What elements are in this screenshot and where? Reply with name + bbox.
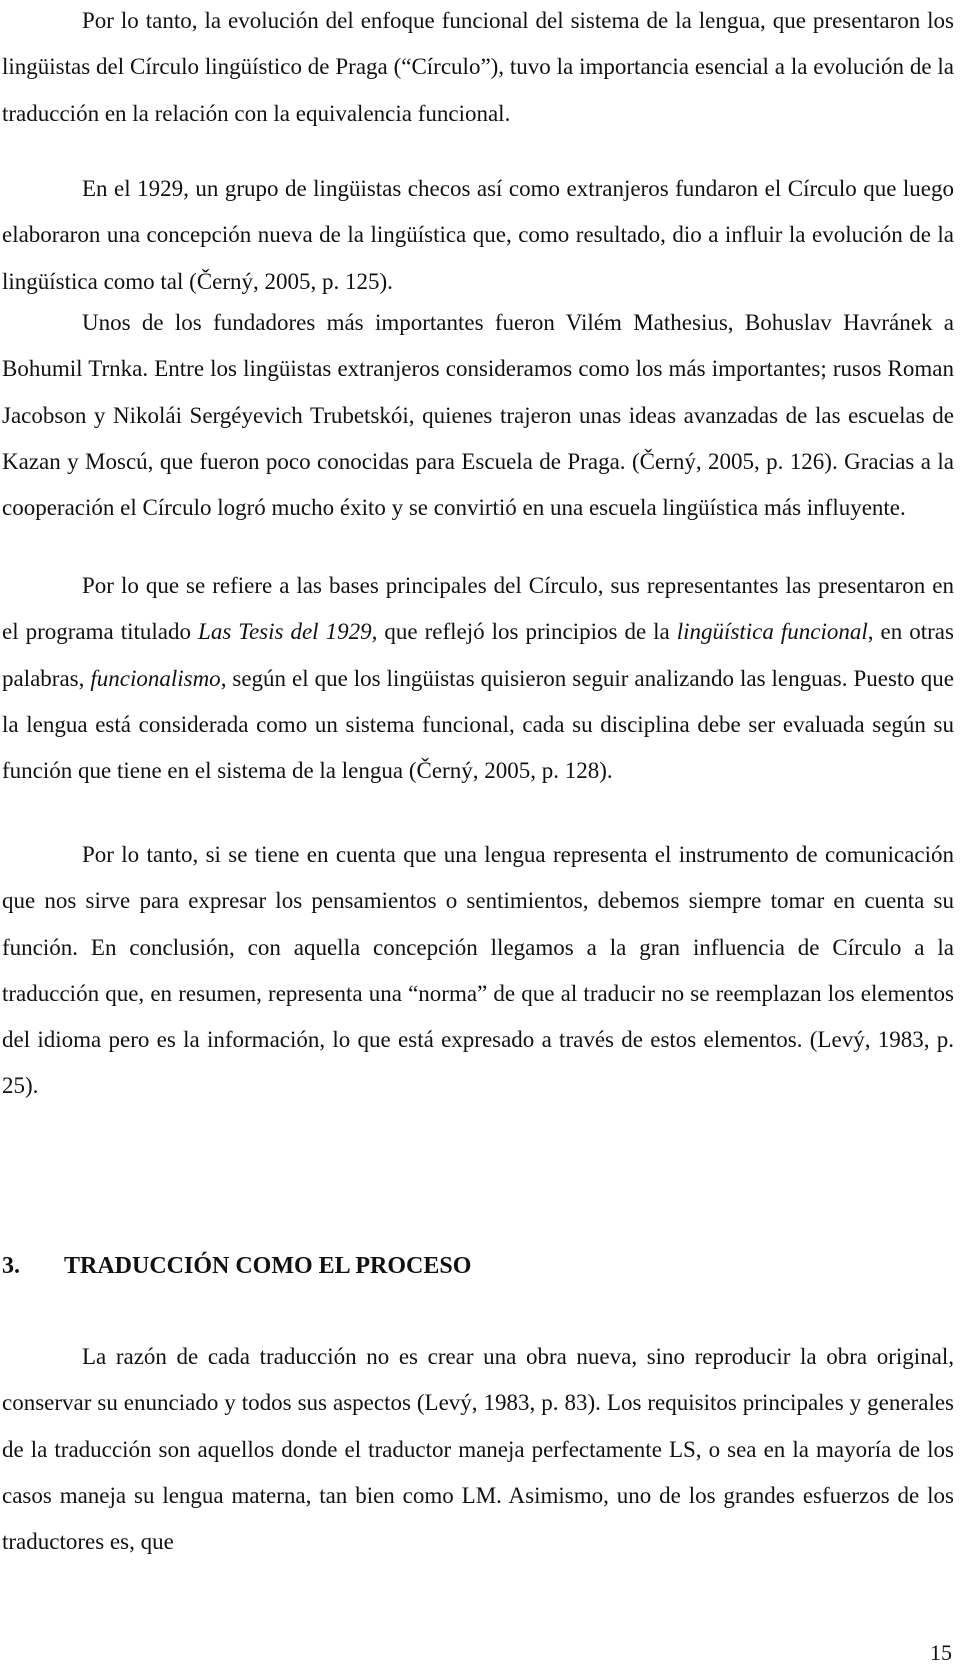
paragraph-4-italic-term-1: lingüística funcional (676, 619, 868, 645)
paragraph-4-text-a: Por lo que se refiere a las bases principales del Círculo, sus representantes las presentaron en el programa titulado (2, 573, 954, 645)
paragraph-1-text: Por lo tanto, la evolución del enfoque funcional del sistema de la lengua, que presentaron los lingüistas del Círculo lingüístico de Praga (“Círculo”), tuvo la importancia esencial a la evolución de la traducción en la relación con la equivalencia funcional. (2, 8, 954, 126)
paragraph-4-text-e: , en otras palabras, (2, 619, 954, 691)
paragraph-4-text-c: que reflejó los principios de la (377, 619, 677, 645)
paragraph-4 (2, 563, 954, 794)
paragraph-4-italic-title: Las Tesis del 1929, (198, 619, 378, 645)
section-title: TRADUCCIÓN COMO EL PROCESO (64, 1253, 472, 1279)
page-number: 15 (930, 1640, 952, 1665)
paragraph-1 (2, 0, 954, 137)
paragraph-2: En el 1929, un grupo de lingüistas checos así como extranjeros fundaron el Círculo que luego elaboraron una concepción nueva de la lingüística que, como resultado, dio a influir la evolución de la lingüística como tal (Černý, 2005, p. 125). (2, 176, 954, 294)
paragraph-4-text-g: , según el que los lingüistas quisieron seguir analizando las lenguas. Puesto que la lengua está considerada como un sistema funcional, cada su disciplina debe ser evaluada según su función que tiene en el sistema de la lengua (Černý, 2005, p. 128). (2, 665, 954, 784)
paragraph-3: Unos de los fundadores más importantes fueron Vilém Mathesius, Bohuslav Havránek a Bohumil Trnka. Entre los lingüistas extranjeros consideramos como los más importantes; rusos Roman Jacobson y Nikolái Sergéyevich Trubetskói, quienes trajeron unas ideas avanzadas de las escuelas de Kazan y Moscú, que fueron poco conocidas para Escuela de Praga. (Černý, 2005, p. 126). Gracias a la cooperación el Círculo logró mucho éxito y se convirtió en una escuela lingüística más influyente. (2, 310, 954, 521)
section-number: 3. (2, 1253, 20, 1279)
paragraph-5: Por lo tanto, si se tiene en cuenta que una lengua representa el instrumento de comunicación que nos sirve para expresar los pensamientos o sentimientos, debemos siempre tomar en cuenta su función. En conclusión, con aquella concepción llegamos a la gran influencia de Círculo a la traducción que, en resumen, representa una “norma” de que al traducir no se reemplazan los elementos del idioma pero es la información, lo que está expresado a través de estos elementos. (Levý, 1983, p. 25). (2, 842, 954, 1099)
paragraph-4-italic-term-2: funcionalismo (90, 665, 221, 691)
paragraph-6: La razón de cada traducción no es crear una obra nueva, sino reproducir la obra original, conservar su enunciado y todos sus aspectos (Levý, 1983, p. 83). Los requisitos principales y generales de la traducción son aquellos donde el traductor maneja perfectamente LS, o sea en la mayoría de los casos maneja su lengua materna, tan bien como LM. Asimismo, uno de los grandes esfuerzos de los traductores es, que (2, 1344, 954, 1555)
section-heading (2, 1246, 902, 1286)
